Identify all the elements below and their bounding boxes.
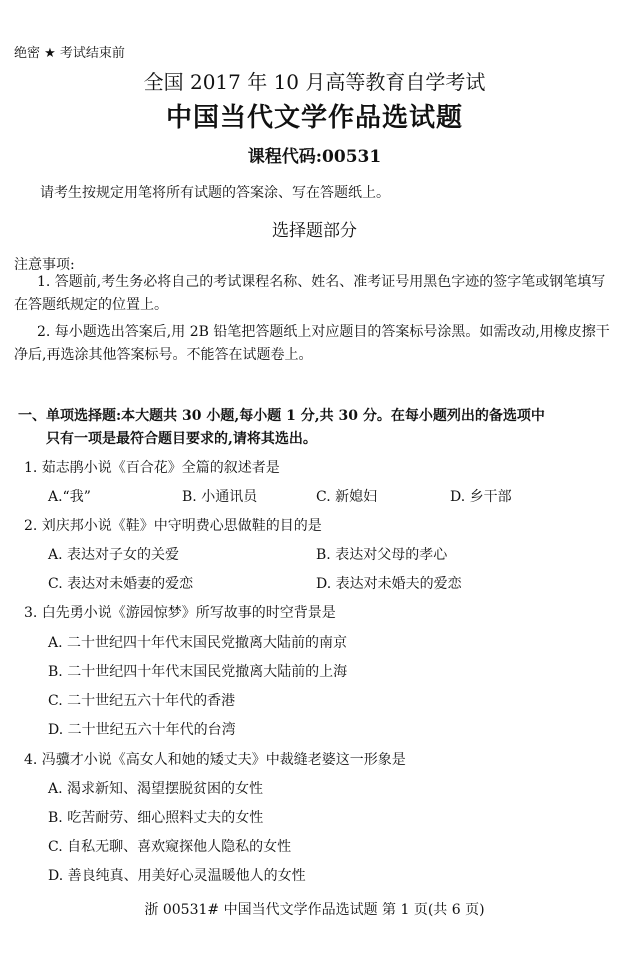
question-2-option-a: A. 表达对子女的关爱 (48, 547, 180, 563)
question-1-stem: 1. 茹志鹃小说《百合花》全篇的叙述者是 (24, 460, 280, 476)
question-4-stem: 4. 冯骥才小说《高女人和她的矮丈夫》中裁缝老婆这一形象是 (24, 752, 406, 768)
note-item-2: 2. 每小题选出答案后,用 2B 铅笔把答题纸上对应题目的答案标号涂黑。如需改动,用橡皮擦干净后,再选涂其他答案标号。不能答在试题卷上。 (14, 324, 610, 363)
question-2-stem: 2. 刘庆邦小说《鞋》中守明费心思做鞋的目的是 (24, 518, 322, 534)
question-2-option-c: C. 表达对未婚妻的爱恋 (48, 576, 194, 592)
note-item-1: 1. 答题前,考生务必将自己的考试课程名称、姓名、准考证号用黑色字迹的签字笔或钢笔填写在答题纸规定的位置上。 (14, 274, 606, 313)
answer-instruction: 请考生按规定用笔将所有试题的答案涂、写在答题纸上。 (40, 185, 390, 201)
part-title: 选择题部分 (272, 221, 357, 241)
section-heading (18, 405, 608, 451)
question-2-option-d: D. 表达对未婚夫的爱恋 (316, 576, 462, 592)
question-4-option-b: B. 吃苦耐劳、细心照料丈夫的女性 (48, 810, 264, 826)
question-2-option-b: B. 表达对父母的孝心 (316, 547, 448, 563)
notes-heading: 注意事项: (14, 257, 75, 273)
question-3-option-a: A. 二十世纪四十年代末国民党撤离大陆前的南京 (48, 635, 348, 651)
page-footer: 浙 00531# 中国当代文学作品选试题 第 1 页(共 6 页) (144, 902, 485, 918)
question-1-option-b: B. 小通讯员 (182, 489, 258, 505)
question-3-stem: 3. 白先勇小说《游园惊梦》所写故事的时空背景是 (24, 605, 336, 621)
question-4-option-d: D. 善良纯真、用美好心灵温暖他人的女性 (48, 868, 306, 884)
question-3-option-d: D. 二十世纪五六十年代的台湾 (48, 722, 236, 738)
question-4-option-c: C. 自私无聊、喜欢窥探他人隐私的女性 (48, 839, 292, 855)
question-1-option-c: C. 新媳妇 (316, 489, 378, 505)
section-heading-line1: 一、单项选择题:本大题共 30 小题,每小题 1 分,共 30 分。在每小题列出的备选项中 (18, 408, 545, 424)
paper-title: 中国当代文学作品选试题 (165, 103, 463, 133)
question-3-option-c: C. 二十世纪五六十年代的香港 (48, 693, 236, 709)
question-1-option-a: A.“我” (48, 489, 91, 505)
question-3-option-b: B. 二十世纪四十年代末国民党撤离大陆前的上海 (48, 664, 348, 680)
course-code: 课程代码:00531 (247, 147, 382, 167)
question-4-option-a: A. 渴求新知、渴望摆脱贫困的女性 (48, 781, 264, 797)
question-1-option-d: D. 乡干部 (450, 489, 512, 505)
confidential-mark: 绝密 ★ 考试结束前 (14, 46, 125, 61)
exam-title: 全国 2017 年 10 月高等教育自学考试 (143, 70, 486, 94)
section-heading-line2: 只有一项是最符合题目要求的,请将其选出。 (46, 431, 317, 447)
